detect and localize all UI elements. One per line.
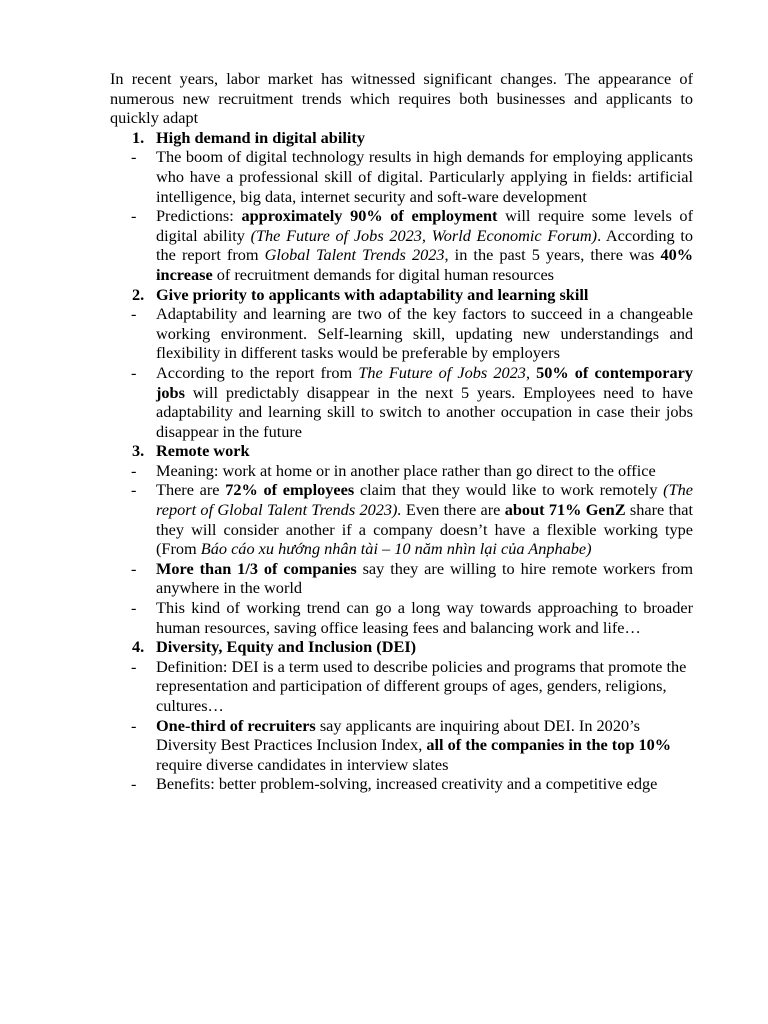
- section-heading-2: [110, 285, 693, 305]
- bullet-text: There are 72% of employees claim that they would like to work remotely (The report of Global Talent Trends 2023). Even there are about 71% GenZ share that they will consider another if a company doesn’t have a flexible working type (From Báo cáo xu hướng nhân tài – 10 năm nhìn lại của Anphabe): [156, 480, 694, 559]
- section-number: 1.: [132, 127, 145, 147]
- intro-paragraph: In recent years, labor market has witnessed significant changes. The appearance of numerous new recruitment trends which requires both businesses and applicants to quickly adapt: [110, 69, 693, 128]
- section-title: Diversity, Equity and Inclusion (DEI): [156, 637, 417, 657]
- bullet-item: [110, 774, 693, 794]
- bullet-dash: -: [131, 656, 137, 676]
- section-number: 4.: [132, 637, 145, 657]
- bullet-dash: -: [131, 715, 137, 735]
- bullet-item: [110, 559, 693, 598]
- bullet-item: [110, 480, 693, 558]
- bullet-dash: -: [131, 480, 137, 500]
- bullet-dash: -: [131, 147, 137, 167]
- bullet-text: The boom of digital technology results in high demands for employing applicants who have a professional skill of digital. Particularly applying in fields: artificial intelligence, big data, internet security and soft-ware development: [156, 147, 693, 206]
- bullet-text: Predictions: approximately 90% of employment will require some levels of digital ability (The Future of Jobs 2023, World Economic Forum). According to the report from Global Talent Trends 2023, in the past 5 years, there was 40% increase of recruitment demands for digital human resources: [156, 206, 693, 284]
- bullet-dash: -: [131, 598, 137, 618]
- bullet-item: [110, 304, 693, 363]
- bullet-item: [110, 147, 693, 206]
- bullet-dash: -: [131, 304, 137, 324]
- section-number: 2.: [132, 284, 145, 304]
- bullet-text: According to the report from The Future of Jobs 2023, 50% of contemporary jobs will predictably disappear in the next 5 years. Employees need to have adaptability and learning skill to switch to another occupation in case their jobs disappear in the future: [156, 362, 694, 441]
- bullet-text: Meaning: work at home or in another place rather than go direct to the office: [156, 460, 656, 480]
- bullet-dash: -: [131, 558, 137, 578]
- bullet-text: More than 1/3 of companies say they are willing to hire remote workers from anywhere in the world: [156, 558, 693, 598]
- bullet-dash: -: [131, 362, 137, 382]
- bullet-text: This kind of working trend can go a long way towards approaching to broader human resources, saving office leasing fees and balancing work and life…: [156, 598, 693, 637]
- bullet-dash: -: [131, 460, 137, 480]
- bullet-dash: -: [131, 774, 137, 794]
- section-title: Give priority to applicants with adaptability and learning skill: [156, 284, 589, 304]
- section-heading-1: [110, 128, 693, 148]
- section-heading-3: [110, 441, 693, 461]
- bullet-item: [110, 363, 693, 441]
- section-title: High demand in digital ability: [156, 127, 365, 147]
- bullet-item: [110, 716, 693, 775]
- bullet-item: [110, 206, 693, 284]
- bullet-text: One-third of recruiters say applicants are inquiring about DEI. In 2020’s Diversity Best Practices Inclusion Index, all of the companies in the top 10% require diverse candidates in interview slates: [156, 715, 672, 774]
- bullet-text: Definition: DEI is a term used to describe policies and programs that promote the representation and participation of different groups of ages, genders, religions, cultures…: [156, 656, 687, 715]
- bullet-item: [110, 461, 693, 481]
- section-heading-4: [110, 637, 693, 657]
- section-number: 3.: [132, 441, 145, 461]
- section-title: Remote work: [156, 441, 250, 461]
- bullet-item: [110, 598, 693, 637]
- bullet-text: Benefits: better problem-solving, increased creativity and a competitive edge: [156, 774, 658, 794]
- bullet-text: Adaptability and learning are two of the key factors to succeed in a changeable working environment. Self-learning skill, updating new understandings and flexibility in different tasks would be preferable by employers: [156, 304, 693, 363]
- bullet-item: [110, 657, 693, 716]
- bullet-dash: -: [131, 206, 137, 226]
